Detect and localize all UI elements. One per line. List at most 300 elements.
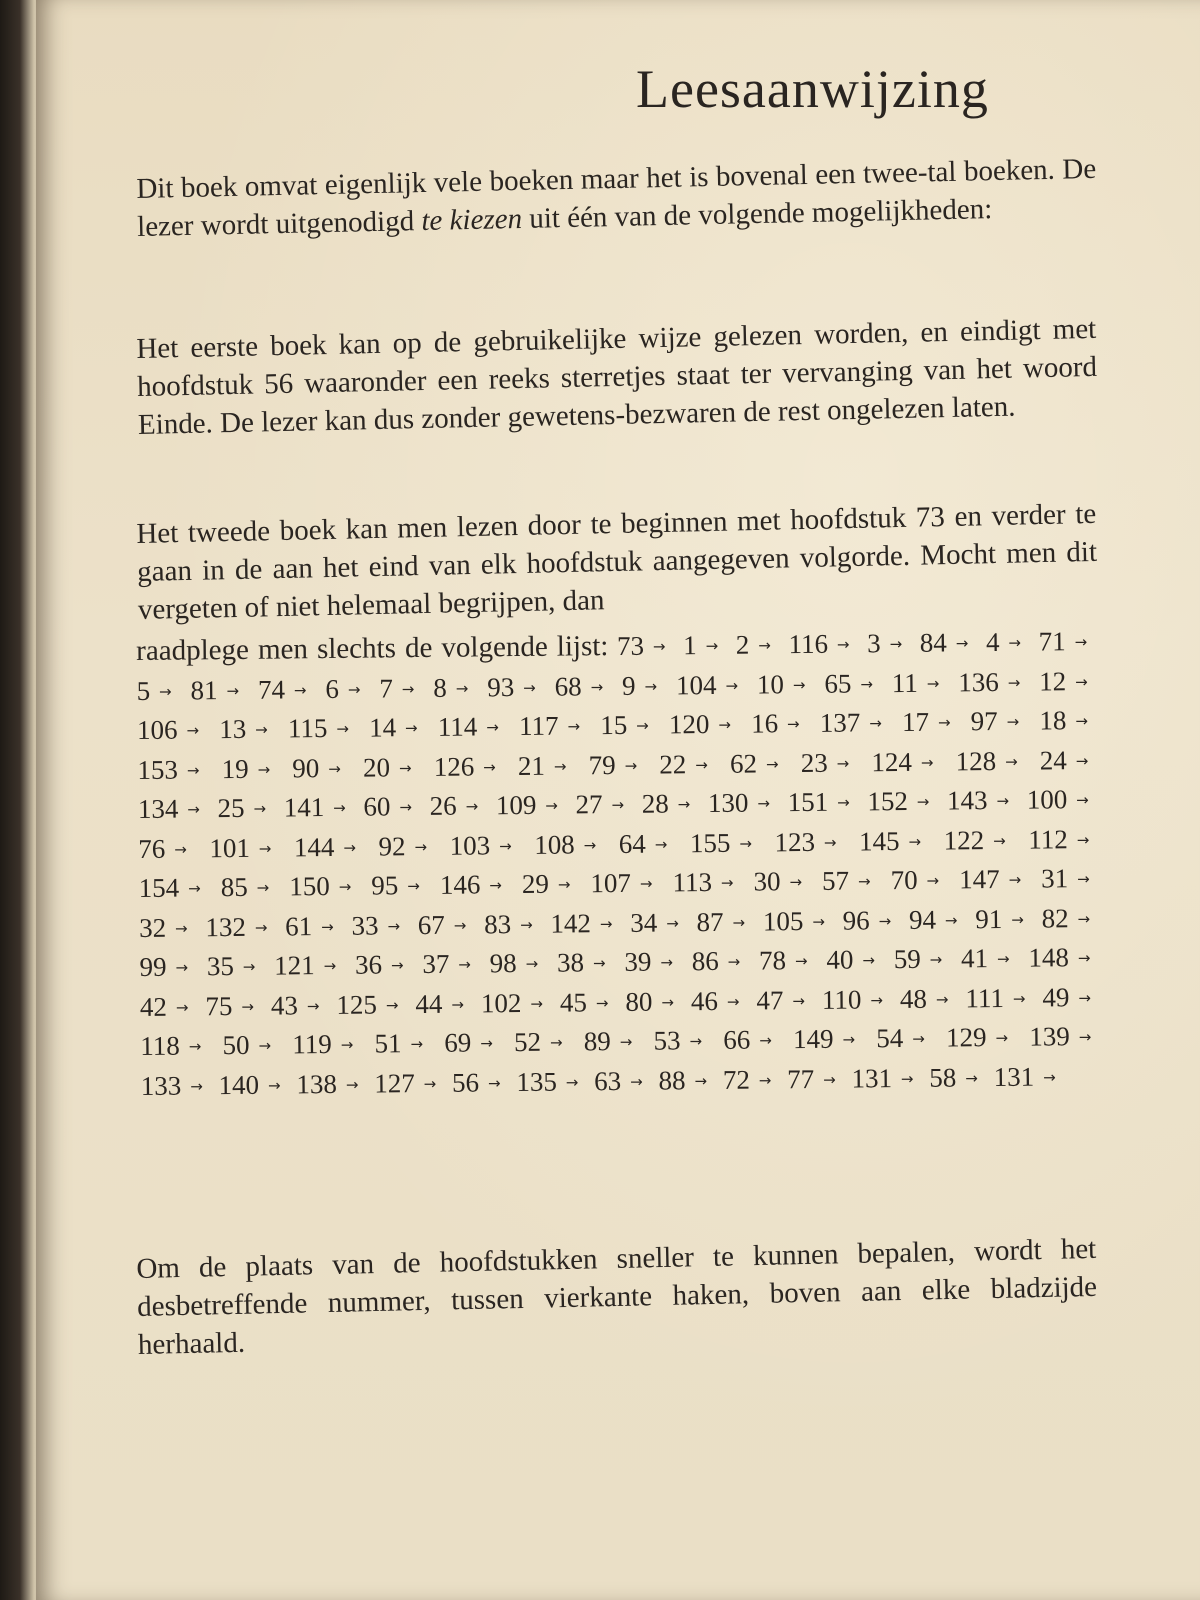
chapter-number: 72 (722, 1064, 750, 1095)
arrow-icon: → (321, 917, 334, 936)
chapter-number: 67 (417, 909, 445, 940)
sequence-entry (692, 946, 750, 977)
sequence-entry (1039, 665, 1097, 696)
arrow-icon: → (590, 677, 604, 696)
arrow-icon: → (765, 754, 779, 773)
chapter-number: 142 (550, 907, 592, 939)
arrow-icon: → (293, 680, 307, 699)
chapter-number: 13 (219, 713, 247, 745)
arrow-icon: → (689, 1032, 703, 1051)
arrow-icon: → (267, 1076, 281, 1095)
chapter-number: 111 (965, 982, 1005, 1013)
sequence-entry (429, 790, 487, 821)
sequence-entry (490, 948, 548, 979)
sequence-entry (958, 666, 1029, 697)
sequence-entry (676, 669, 747, 700)
chapter-number: 151 (787, 786, 829, 818)
chapter-number: 64 (618, 828, 646, 859)
sequence-entry (590, 868, 661, 899)
arrow-icon: → (188, 879, 201, 898)
sequence-entry (557, 947, 615, 978)
sequence-entry (434, 751, 505, 782)
sequence-entry (422, 948, 480, 979)
arrow-icon: → (565, 1072, 579, 1092)
chapter-number: 88 (658, 1064, 686, 1096)
sequence-entry (221, 753, 279, 784)
sequence-entry (843, 905, 901, 936)
chapter-number: 148 (1028, 942, 1070, 973)
chapter-number: 26 (429, 790, 457, 821)
arrow-icon: → (595, 993, 609, 1012)
sequence-entry (993, 1061, 1064, 1092)
arrow-icon: → (1005, 752, 1018, 771)
sequence-entry (965, 982, 1034, 1013)
arrow-icon: → (401, 679, 415, 698)
arrow-icon: → (997, 949, 1010, 969)
book-page (36, 0, 1200, 1600)
arrow-icon: → (520, 915, 533, 934)
arrow-icon: → (545, 796, 559, 815)
arrow-icon: → (836, 635, 850, 654)
chapter-number: 149 (792, 1023, 834, 1055)
sequence-entry (534, 829, 605, 860)
arrow-icon: → (654, 834, 668, 854)
chapter-number: 134 (137, 793, 179, 824)
sequence-entry (986, 627, 1030, 657)
chapter-number: 112 (1028, 823, 1068, 855)
chapter-number: 141 (283, 792, 325, 823)
sequence-entry (519, 710, 589, 741)
sequence-entry (560, 986, 618, 1017)
arrow-icon: → (758, 1070, 772, 1090)
sequence-entry (900, 983, 958, 1014)
chapter-number: 68 (554, 670, 582, 702)
chapter-number: 140 (218, 1069, 260, 1100)
sequence-entry (138, 793, 209, 824)
sequence-entry (619, 828, 677, 859)
second-book-paragraph: Het tweede boek kan men lezen door te beginnen met hoofdstuk 73 en verder te gaan in de aan het eind van elk hoofdstuk aangegeven volgorde. Mocht men dit vergeten of niet helemaal begrijpen, dan (136, 497, 1098, 626)
sequence-entry (1029, 1021, 1100, 1052)
arrow-icon: → (530, 994, 544, 1013)
sequence-entry (690, 827, 761, 858)
arrow-icon: → (937, 713, 951, 732)
chapter-number: 48 (899, 983, 928, 1014)
arrow-icon: → (1008, 870, 1022, 889)
arrow-icon: → (1077, 909, 1091, 928)
arrow-icon: → (347, 680, 361, 699)
chapter-number: 114 (437, 711, 478, 742)
chapter-number: 30 (753, 866, 781, 897)
chapter-number: 104 (675, 669, 717, 700)
sequence-entry (139, 872, 210, 903)
chapter-number: 93 (487, 671, 515, 702)
arrow-icon: → (414, 837, 428, 856)
sequence-entry (296, 1068, 367, 1099)
sequence-entry (363, 752, 421, 783)
chapter-sequence-list (136, 622, 1101, 1106)
chapter-number: 24 (1039, 744, 1067, 776)
intro-emphasis: te kiezen (421, 202, 523, 238)
intro-text-start: Dit boek omvat eigenlijk vele boeken maar het is bovenal een twee-tal boeken. De lezer wordt uitgenodigd (136, 152, 1097, 243)
chapter-number: 57 (821, 865, 850, 896)
chapter-number: 45 (559, 986, 588, 1018)
arrow-icon: → (486, 718, 500, 737)
arrow-icon: → (241, 997, 255, 1016)
arrow-icon: → (458, 955, 472, 974)
chapter-number: 27 (575, 789, 603, 820)
chapter-number: 23 (800, 747, 828, 778)
arrow-icon: → (405, 719, 418, 738)
chapter-number: 38 (556, 947, 585, 978)
sequence-entry (139, 912, 197, 943)
chapter-number: 84 (919, 627, 947, 658)
chapter-number: 34 (630, 907, 658, 938)
chapter-number: 95 (371, 870, 399, 901)
sequence-entry (222, 1030, 280, 1061)
sequence-entry (444, 1027, 502, 1058)
sequence-entry (600, 710, 658, 741)
arrow-icon: → (1012, 989, 1026, 1008)
sequence-entry (1042, 981, 1100, 1012)
arrow-icon: → (908, 832, 922, 851)
arrow-icon: → (857, 872, 871, 891)
arrow-icon: → (935, 990, 949, 1009)
chapter-number: 145 (858, 825, 900, 856)
chapter-number: 133 (140, 1070, 182, 1101)
sequence-entry (355, 949, 413, 980)
arrow-icon: → (1078, 1028, 1092, 1047)
chapter-number: 2 (735, 629, 750, 660)
sequence-entry (438, 711, 508, 742)
sequence-entry (691, 985, 749, 1016)
chapter-number: 47 (756, 984, 784, 1016)
chapter-number: 22 (659, 748, 687, 780)
arrow-icon: → (869, 714, 882, 733)
sequence-entry (669, 709, 740, 740)
arrow-icon: → (694, 1071, 708, 1090)
arrow-icon: → (1043, 1067, 1056, 1087)
arrow-icon: → (186, 721, 200, 740)
arrow-icon: → (567, 717, 581, 736)
chapter-number: 11 (891, 667, 918, 698)
sequence-entry (209, 832, 280, 863)
arrow-icon: → (759, 1031, 772, 1050)
chapter-number: 137 (819, 707, 861, 738)
chapter-number: 78 (758, 945, 787, 976)
arrow-icon: → (900, 1069, 914, 1088)
sequence-entry (909, 904, 967, 935)
sequence-entry (708, 787, 779, 818)
arrow-icon: → (920, 753, 934, 772)
arrow-icon: → (955, 634, 969, 653)
chapter-number: 3 (867, 628, 881, 659)
sequence-entry (822, 865, 880, 896)
arrow-icon: → (823, 1070, 836, 1089)
sequence-entry (774, 826, 845, 857)
arrow-icon: → (792, 991, 806, 1010)
chapter-number: 109 (495, 789, 537, 821)
chapter-number: 6 (325, 673, 340, 704)
sequence-entry (351, 910, 409, 941)
chapter-number: 97 (970, 705, 998, 737)
arrow-icon: → (387, 916, 401, 935)
arrow-icon: → (757, 794, 771, 813)
arrow-icon: → (926, 674, 940, 693)
chapter-number: 120 (668, 709, 710, 740)
arrow-icon: → (256, 878, 270, 897)
chapter-number: 7 (379, 672, 394, 703)
arrow-icon: → (636, 716, 649, 735)
page-title: Leesaanwijzing (636, 59, 989, 119)
sequence-entry (763, 905, 834, 936)
chapter-number: 103 (449, 829, 491, 861)
sequence-entry (514, 1026, 572, 1057)
arrow-icon: → (929, 950, 943, 969)
sequence-entry (902, 706, 960, 737)
sequence-entry (1027, 784, 1098, 815)
chapter-number: 35 (206, 950, 235, 982)
chapter-number: 85 (220, 871, 248, 903)
chapter-number: 18 (1039, 705, 1067, 736)
chapter-number: 106 (136, 714, 178, 745)
chapter-number: 1 (682, 630, 697, 661)
sequence-entry (892, 667, 949, 698)
chapter-number: 37 (422, 948, 450, 980)
sequence-entry (139, 951, 197, 982)
sequence-entry (258, 674, 316, 705)
sequence-entry (751, 708, 809, 739)
arrow-icon: → (523, 678, 536, 697)
chapter-number: 36 (354, 949, 383, 980)
sequence-entry (944, 824, 1015, 855)
chapter-number: 98 (489, 948, 517, 979)
sequence-entry (496, 789, 567, 820)
sequence-entry (140, 991, 198, 1022)
arrow-icon: → (451, 995, 465, 1014)
chapter-number: 50 (222, 1029, 250, 1061)
arrow-icon: → (175, 958, 189, 977)
sequence-entry (1039, 626, 1097, 657)
sequence-entry (653, 1025, 711, 1056)
sequence-entry (630, 907, 688, 938)
chapter-number: 74 (257, 673, 286, 705)
chapter-number: 80 (625, 986, 653, 1017)
chapter-number: 126 (433, 750, 475, 782)
sequence-entry (658, 1064, 716, 1095)
arrow-icon: → (333, 798, 346, 817)
sequence-entry (696, 906, 754, 937)
arrow-icon: → (525, 954, 539, 973)
sequence-entry (584, 1026, 642, 1057)
arrow-icon: → (306, 996, 320, 1015)
sequence-entry (736, 629, 780, 659)
arrow-icon: → (889, 634, 903, 654)
chapter-number: 122 (943, 824, 985, 856)
sequence-entry (625, 986, 683, 1017)
sequence-entry (484, 908, 542, 939)
arrow-icon: → (398, 758, 412, 777)
arrow-icon: → (630, 1072, 643, 1091)
arrow-icon: → (726, 992, 740, 1011)
chapter-number: 4 (985, 626, 1000, 658)
sequence-entry (723, 1024, 781, 1055)
chapter-number: 19 (221, 753, 249, 784)
arrow-icon: → (410, 1035, 424, 1054)
sequence-entry (787, 1063, 845, 1094)
sequence-entry (207, 951, 265, 982)
chapter-number: 79 (588, 749, 616, 780)
arrow-icon: → (1007, 673, 1021, 692)
chapter-number: 124 (871, 746, 913, 777)
sequence-entry (518, 750, 576, 781)
chapter-number: 14 (368, 712, 397, 743)
arrow-icon: → (549, 1033, 563, 1052)
arrow-icon: → (557, 875, 571, 894)
chapter-number: 60 (363, 791, 391, 822)
chapter-number: 121 (274, 950, 315, 981)
arrow-icon: → (453, 916, 467, 935)
sequence-entry (141, 1070, 212, 1101)
sequence-entry (371, 870, 429, 901)
sequence-entry (672, 867, 742, 898)
arrow-icon: → (336, 719, 350, 738)
arrow-icon: → (1077, 870, 1090, 889)
arrow-icon: → (794, 951, 808, 971)
chapter-number: 20 (362, 751, 391, 783)
chapter-number: 43 (270, 989, 299, 1021)
chapter-number: 31 (1041, 863, 1069, 894)
sequence-entry (876, 1023, 934, 1054)
chapter-number: 39 (624, 946, 652, 977)
arrow-icon: → (860, 674, 874, 693)
sequence-entry (136, 675, 180, 705)
arrow-icon: → (242, 957, 256, 976)
sequence-entry (294, 831, 365, 862)
arrow-icon: → (732, 913, 746, 932)
sequence-entry (137, 754, 208, 785)
arrow-icon: → (583, 835, 597, 854)
sequence-entry (137, 714, 208, 745)
sequence-entry (971, 706, 1029, 737)
sequence-entry (820, 707, 891, 738)
arrow-icon: → (1077, 949, 1091, 968)
sequence-entry (325, 673, 369, 703)
sequence-entry (190, 674, 248, 705)
sequence-entry (140, 1030, 210, 1061)
arrow-icon: → (739, 834, 753, 853)
first-book-paragraph: Het eerste boek kan op de gebruikelijke wijze gelezen worden, en eindigt met hoofdstuk 56 waaronder een reeks sterretjes staat ter vervanging van het woord Einde. De lezer kan dus zonder gewetens-bezwaren de rest ongelezen laten. (136, 312, 1098, 441)
sequence-entry (378, 830, 436, 861)
arrow-icon: → (258, 1036, 272, 1055)
arrow-icon: → (718, 715, 732, 734)
chapter-number: 127 (374, 1067, 415, 1099)
chapter-number: 9 (621, 670, 636, 701)
arrow-icon: → (611, 795, 625, 815)
chapter-number: 52 (513, 1026, 542, 1058)
chapter-number: 16 (750, 708, 779, 739)
chapter-number: 116 (788, 628, 829, 660)
arrow-icon: → (652, 637, 666, 656)
sequence-entry (788, 628, 858, 659)
arrow-icon: → (720, 873, 734, 892)
sequence-entry (955, 745, 1026, 776)
arrow-icon: → (1006, 712, 1020, 731)
sequence-entry (753, 866, 811, 897)
arrow-icon: → (758, 636, 772, 655)
arrow-icon: → (812, 912, 826, 931)
chapter-number: 59 (893, 943, 921, 975)
sequence-entry (138, 833, 196, 864)
chapter-number: 75 (205, 990, 233, 1021)
chapter-number: 61 (285, 910, 313, 941)
chapter-number: 69 (444, 1027, 472, 1058)
arrow-icon: → (423, 1074, 437, 1093)
chapter-number: 128 (955, 745, 997, 776)
sequence-entry (522, 868, 580, 899)
arrow-icon: → (187, 800, 201, 819)
sequence-entry (929, 1062, 987, 1093)
sequence-entry (622, 670, 666, 700)
arrow-icon: → (862, 951, 876, 970)
chapter-number: 110 (821, 983, 862, 1015)
chapter-number: 117 (518, 710, 559, 741)
arrow-icon: → (660, 953, 674, 972)
arrow-icon: → (399, 798, 413, 817)
sequence-entry (723, 1064, 781, 1095)
sequence-entry (890, 865, 948, 896)
chapter-number: 65 (824, 668, 852, 699)
sequence-entry (218, 1069, 289, 1100)
arrow-icon: → (592, 954, 606, 973)
chapter-number: 132 (205, 911, 247, 942)
sequence-entry (1040, 744, 1098, 775)
chapter-number: 152 (867, 785, 908, 817)
arrow-icon: → (912, 1029, 925, 1048)
sequence-entry (374, 1028, 432, 1059)
chapter-number: 91 (975, 903, 1003, 934)
sequence-entry (369, 712, 427, 743)
chapter-number: 119 (292, 1028, 332, 1060)
chapter-number: 147 (958, 863, 1000, 895)
chapter-number: 92 (378, 830, 406, 861)
chapter-number: 56 (451, 1066, 480, 1098)
sequence-entry (683, 630, 727, 660)
arrow-icon: → (390, 956, 404, 975)
chapter-number: 107 (590, 867, 632, 899)
chapter-number: 77 (787, 1063, 815, 1094)
arrow-icon: → (836, 754, 850, 773)
chapter-number: 33 (351, 909, 379, 941)
arrow-icon: → (837, 793, 850, 812)
arrow-icon: → (666, 913, 679, 932)
list-intro: raadplege men slechts de volgende lijst: (136, 630, 609, 667)
chapter-number: 81 (190, 674, 218, 705)
arrow-icon: → (639, 874, 653, 893)
chapter-number: 41 (960, 943, 989, 974)
arrow-icon: → (345, 1075, 359, 1094)
chapter-number: 17 (901, 706, 930, 737)
sequence-entry (871, 746, 942, 777)
arrow-icon: → (338, 877, 352, 896)
sequence-entry (594, 1065, 652, 1096)
sequence-entry (1028, 823, 1098, 854)
sequence-entry (867, 786, 938, 817)
arrow-icon: → (787, 715, 800, 734)
sequence-entry (288, 713, 358, 744)
arrow-icon: → (677, 795, 691, 814)
sequence-entry (1041, 863, 1099, 894)
chapter-number: 5 (136, 675, 151, 706)
